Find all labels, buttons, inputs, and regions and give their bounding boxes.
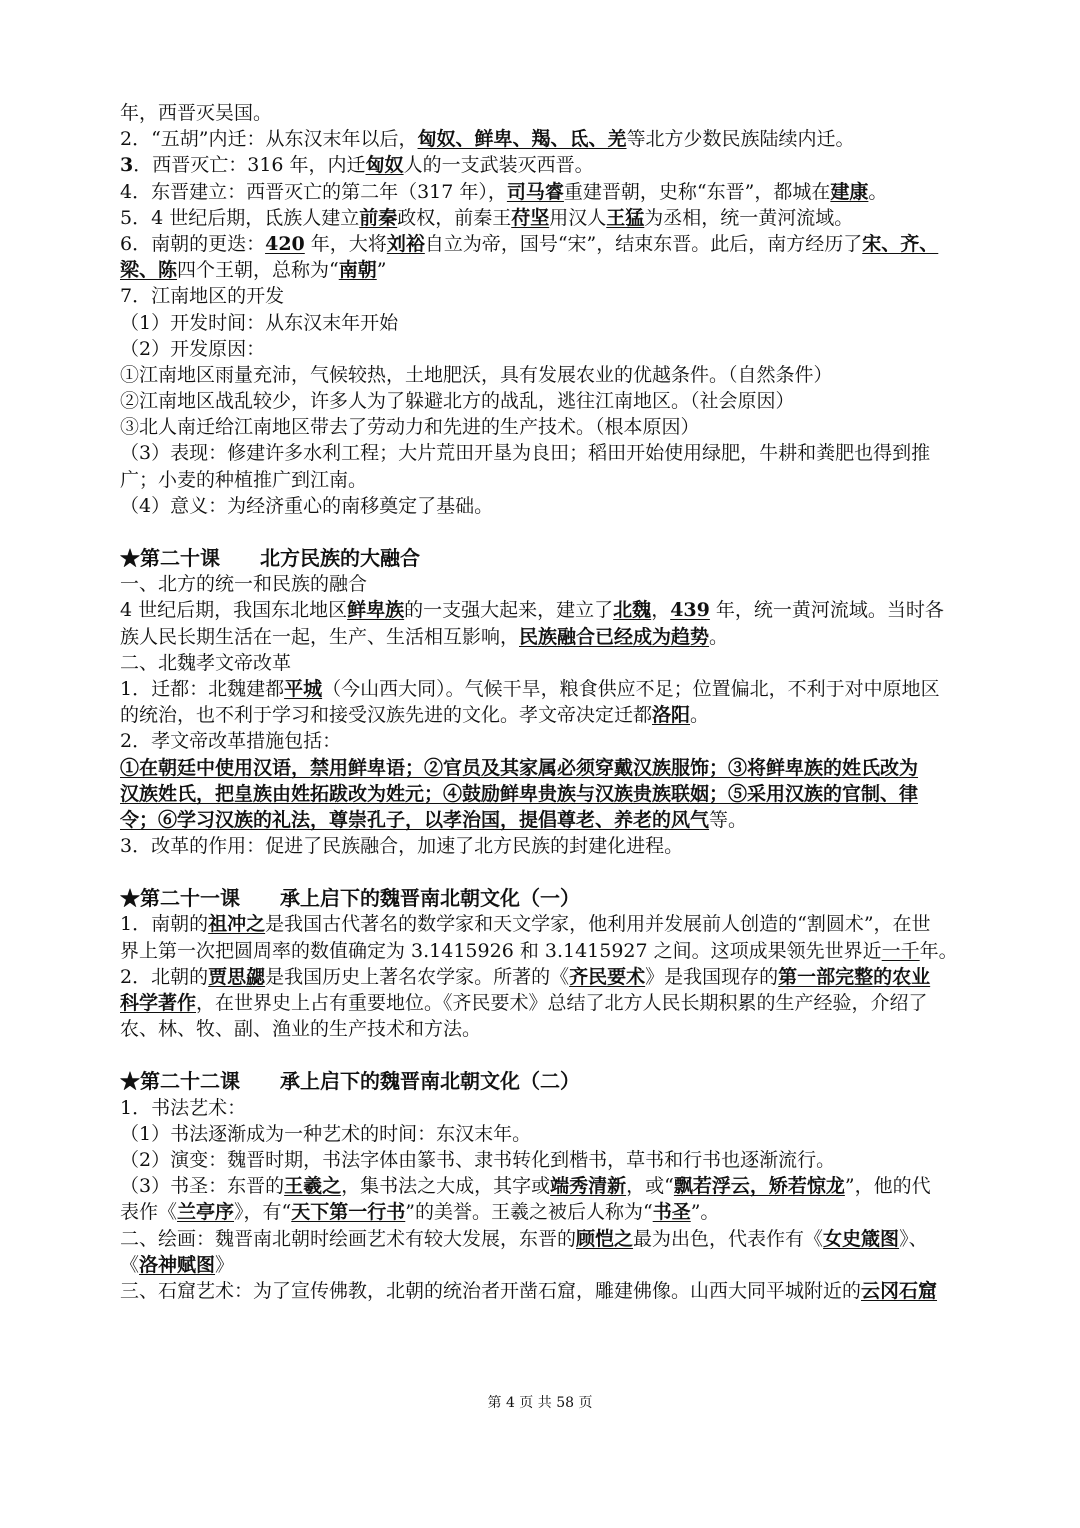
section-gap [120, 1042, 1008, 1068]
text-line [120, 676, 1008, 702]
line-text: 《 [120, 1253, 140, 1276]
line-text: 2．“五胡”内迁：从东汉末年以后， [120, 128, 418, 151]
line-text: 等北方少数民族陆续内迁。 [626, 128, 855, 151]
section-gap [120, 859, 1008, 885]
line-text: 》，有“ [234, 1201, 292, 1224]
key-term: 民族融合已经成为趋势 [519, 625, 710, 648]
key-term: 王羲之 [284, 1175, 342, 1198]
text-line [120, 1173, 1008, 1199]
line-text: ★第二十二课 承上启下的魏晋南北朝文化（二） [120, 1069, 580, 1094]
line-text: （3）书圣：东晋的 [120, 1175, 285, 1198]
text-line [120, 755, 1008, 781]
line-text: ③北人南迁给江南地区带去了劳动力和先进的生产技术。（根本原因） [120, 416, 700, 439]
key-term: 南朝 [338, 259, 377, 282]
line-text: 一、北方的统一和民族的融合 [120, 573, 368, 596]
key-term: 第一部完整的农业 [778, 965, 931, 988]
key-term: 北魏 [613, 599, 652, 622]
key-term: 贾思勰 [208, 965, 266, 988]
key-term: 祖冲之 [208, 913, 266, 936]
key-term: 司马睿 [506, 180, 564, 203]
text-line [120, 702, 1008, 728]
line-text: 农、林、牧、副、渔业的生产技术和方法。 [120, 1018, 482, 1041]
text-line [120, 310, 1008, 336]
text-line [120, 362, 1008, 388]
line-text: ，在世界史上占有重要地位。《齐民要术》总结了北方人民长期积累的生产经验，介绍了 [196, 992, 928, 1014]
line-text: 是我国历史上著名农学家。所著的《 [265, 965, 570, 988]
text-line [120, 152, 1008, 178]
line-text: 政权，前秦王 [397, 206, 512, 229]
text-line [120, 1278, 1008, 1304]
line-text: 是我国古代著名的数学家和天文学家，他利用并发展前人创造的“割圆术”，在世 [265, 913, 931, 936]
line-text: （4）意义：为经济重心的南移奠定了基础。 [120, 494, 494, 517]
text-line [120, 1252, 1008, 1278]
text-line [120, 990, 1008, 1016]
key-term: 令；⑥学习汉族的礼法，尊崇孔子，以孝治国，提倡尊老、养老的风气 [120, 808, 710, 831]
line-text: 等。 [709, 808, 748, 831]
text-line [120, 728, 1008, 754]
line-text: 》 [215, 1253, 235, 1276]
section-heading [120, 1068, 1008, 1094]
key-term: 女史箴图 [823, 1227, 900, 1250]
text-line [120, 650, 1008, 676]
key-term: 420 [265, 232, 305, 255]
key-term: 科学著作 [120, 992, 197, 1014]
line-text: 用汉人 [549, 206, 607, 229]
line-text: 四个王朝，总称为“ [177, 259, 339, 282]
text-line [120, 414, 1008, 440]
text-line [120, 964, 1008, 990]
text-line [120, 388, 1008, 414]
line-text: 二、绘画：魏晋南北朝时绘画艺术有较大发展，东晋的 [120, 1227, 577, 1250]
line-text: 年，统一黄河流域。当时各 [709, 599, 944, 622]
line-text: 。 [709, 625, 729, 648]
line-text: （2）演变：魏晋时期，书法字体由篆书、隶书转化到楷书，草书和行书也逐渐流行。 [120, 1148, 836, 1171]
line-text: 人的一支武装灭西晋。 [403, 154, 594, 177]
text-line [120, 493, 1008, 519]
key-term: 3 [120, 154, 134, 177]
line-text: 广；小麦的种植推广到江南。 [120, 468, 368, 491]
line-text: （1）书法逐渐成为一种艺术的时间：东汉末年。 [120, 1122, 532, 1145]
text-line [120, 624, 1008, 650]
key-term: 洛神赋图 [139, 1253, 216, 1276]
line-text: 族人民长期生活在一起，生产、生活相互影响， [120, 625, 520, 648]
text-line [120, 1016, 1008, 1042]
key-term: 天下第一行书 [291, 1201, 406, 1224]
section-heading [120, 885, 1008, 911]
line-text: 》是我国现存的 [645, 965, 779, 988]
line-text: ”，他的代 [844, 1175, 931, 1198]
line-text: ，或“ [626, 1175, 674, 1198]
line-text: 7．江南地区的开发 [120, 285, 285, 308]
line-text: 三、石窟艺术：为了宣传佛教，北朝的统治者开凿石窟，雕建佛像。山西大同平城附近的 [120, 1279, 862, 1302]
text-line [120, 807, 1008, 833]
line-text: 最为出色，代表作有《 [633, 1227, 824, 1250]
text-line [120, 1226, 1008, 1252]
line-text: 3．改革的作用：促进了民族融合，加速了北方民族的封建化进程。 [120, 835, 684, 858]
line-text: ， [651, 599, 671, 622]
line-text: 6．南朝的更迭： [120, 232, 266, 255]
key-term: 匈奴 [365, 154, 404, 177]
key-term: 鲜卑族 [347, 599, 405, 622]
text-line [120, 938, 1008, 964]
text-line [120, 571, 1008, 597]
text-line [120, 467, 1008, 493]
key-term: 王猛 [606, 206, 645, 229]
line-text: 的统治，也不利于学习和接受汉族先进的文化。孝文帝决定迁都 [120, 704, 653, 727]
key-term: 书圣 [652, 1201, 691, 1224]
line-text: 1．南朝的 [120, 913, 209, 936]
line-text: 重建晋朝，史称“东晋”，都城在 [563, 180, 831, 203]
line-text: 。 [868, 180, 888, 203]
text-line [120, 1147, 1008, 1173]
key-term: 建康 [830, 180, 869, 203]
key-term: 匈奴、鲜卑、羯、氐、羌 [417, 128, 627, 151]
line-text: 二、北魏孝文帝改革 [120, 651, 292, 674]
key-term: 飘若浮云，矫若惊龙 [673, 1175, 845, 1198]
line-text: 为丞相，统一黄河流域。 [644, 206, 854, 229]
key-term: 平城 [284, 677, 323, 700]
line-text: 4．东晋建立：西晋灭亡的第二年（317 年）， [120, 180, 507, 203]
text-line [120, 179, 1008, 205]
section-gap [120, 519, 1008, 545]
line-text: 4 世纪后期，我国东北地区 [120, 599, 348, 622]
line-text: 年。 [919, 939, 958, 962]
line-text: ★第二十课 北方民族的大融合 [120, 546, 420, 570]
line-text: 表作《 [120, 1201, 178, 1224]
key-term: 洛阳 [652, 704, 691, 727]
line-text: 。 [690, 704, 710, 727]
line-text: ”。 [690, 1201, 720, 1224]
key-term: 梁、陈 [120, 259, 178, 282]
line-text: ★第二十一课 承上启下的魏晋南北朝文化（一） [120, 886, 580, 911]
line-text: （2）开发原因： [120, 337, 266, 360]
text-line [120, 336, 1008, 362]
line-text: ．西晋灭亡：316 年，内迁 [133, 154, 366, 177]
text-line [120, 597, 1008, 623]
key-term: 刘裕 [386, 232, 425, 255]
line-text: 5．4 世纪后期，氐族人建立 [120, 206, 360, 229]
text-line [120, 911, 1008, 937]
key-term: 一千 [881, 939, 920, 962]
text-line [120, 100, 1008, 126]
text-line [120, 1121, 1008, 1147]
text-line [120, 781, 1008, 807]
key-term: 苻坚 [511, 206, 550, 229]
text-line [120, 1199, 1008, 1225]
text-line [120, 231, 1008, 257]
key-term: 云冈石窟 [861, 1279, 938, 1302]
key-term: 汉族姓氏，把皇族由姓拓跋改为姓元；④鼓励鲜卑贵族与汉族贵族联姻；⑤采用汉族的官制、律 [120, 782, 919, 805]
key-term: 兰亭序 [177, 1201, 235, 1224]
line-text: ” [376, 259, 387, 282]
key-term: ①在朝廷中使用汉语，禁用鲜卑语；②官员及其家属必须穿戴汉族服饰；③将鲜卑族的姓氏改为 [120, 756, 919, 779]
text-line [120, 257, 1008, 283]
line-text: （1）开发时间：从东汉末年开始 [120, 311, 399, 334]
text-line [120, 440, 1008, 466]
section-heading [120, 545, 1008, 571]
line-text: 1．迁都：北魏建都 [120, 677, 285, 700]
text-line [120, 833, 1008, 859]
text-line [120, 283, 1008, 309]
line-text: 》、 [899, 1227, 928, 1250]
key-term: 前秦 [359, 206, 398, 229]
key-term: 439 [670, 599, 710, 622]
key-term: 端秀清新 [550, 1175, 627, 1198]
text-line [120, 1095, 1008, 1121]
line-text: 自立为帝，国号“宋”，结束东晋。此后，南方经历了 [424, 232, 863, 255]
key-term: 齐民要术 [569, 965, 646, 988]
key-term: 顾恺之 [576, 1227, 634, 1250]
line-text: 年，大将 [304, 232, 387, 255]
line-text: （今山西大同）。气候干旱，粮食供应不足；位置偏北，不利于对中原地区 [322, 677, 940, 700]
line-text: 1．书法艺术： [120, 1096, 247, 1119]
page-footer: 第 4 页 共 58 页 [487, 1395, 593, 1411]
line-text: （3）表现：修建许多水利工程；大片荒田开垦为良田；稻田开始使用绿肥，牛耕和粪肥也得到推 [120, 442, 931, 465]
line-text: 2．孝文帝改革措施包括： [120, 730, 342, 753]
line-text: 2．北朝的 [120, 965, 209, 988]
line-text: ，集书法之大成，其字或 [341, 1175, 551, 1198]
document-body [120, 100, 1008, 1304]
line-text: ①江南地区雨量充沛，气候较热，土地肥沃，具有发展农业的优越条件。（自然条件） [120, 363, 833, 386]
text-line [120, 205, 1008, 231]
line-text: 年，西晋灭吴国。 [120, 102, 273, 124]
line-text: ”的美誉。王羲之被后人称为“ [405, 1201, 653, 1224]
line-text: ②江南地区战乱较少，许多人为了躲避北方的战乱，逃往江南地区。（社会原因） [120, 390, 795, 413]
key-term: 宋、齐、 [862, 232, 939, 255]
text-line [120, 126, 1008, 152]
line-text: 的一支强大起来，建立了 [404, 599, 614, 622]
line-text: 界上第一次把圆周率的数值确定为 3.1415926 和 3.1415927 之间。这项成果领先世界近 [120, 939, 882, 962]
